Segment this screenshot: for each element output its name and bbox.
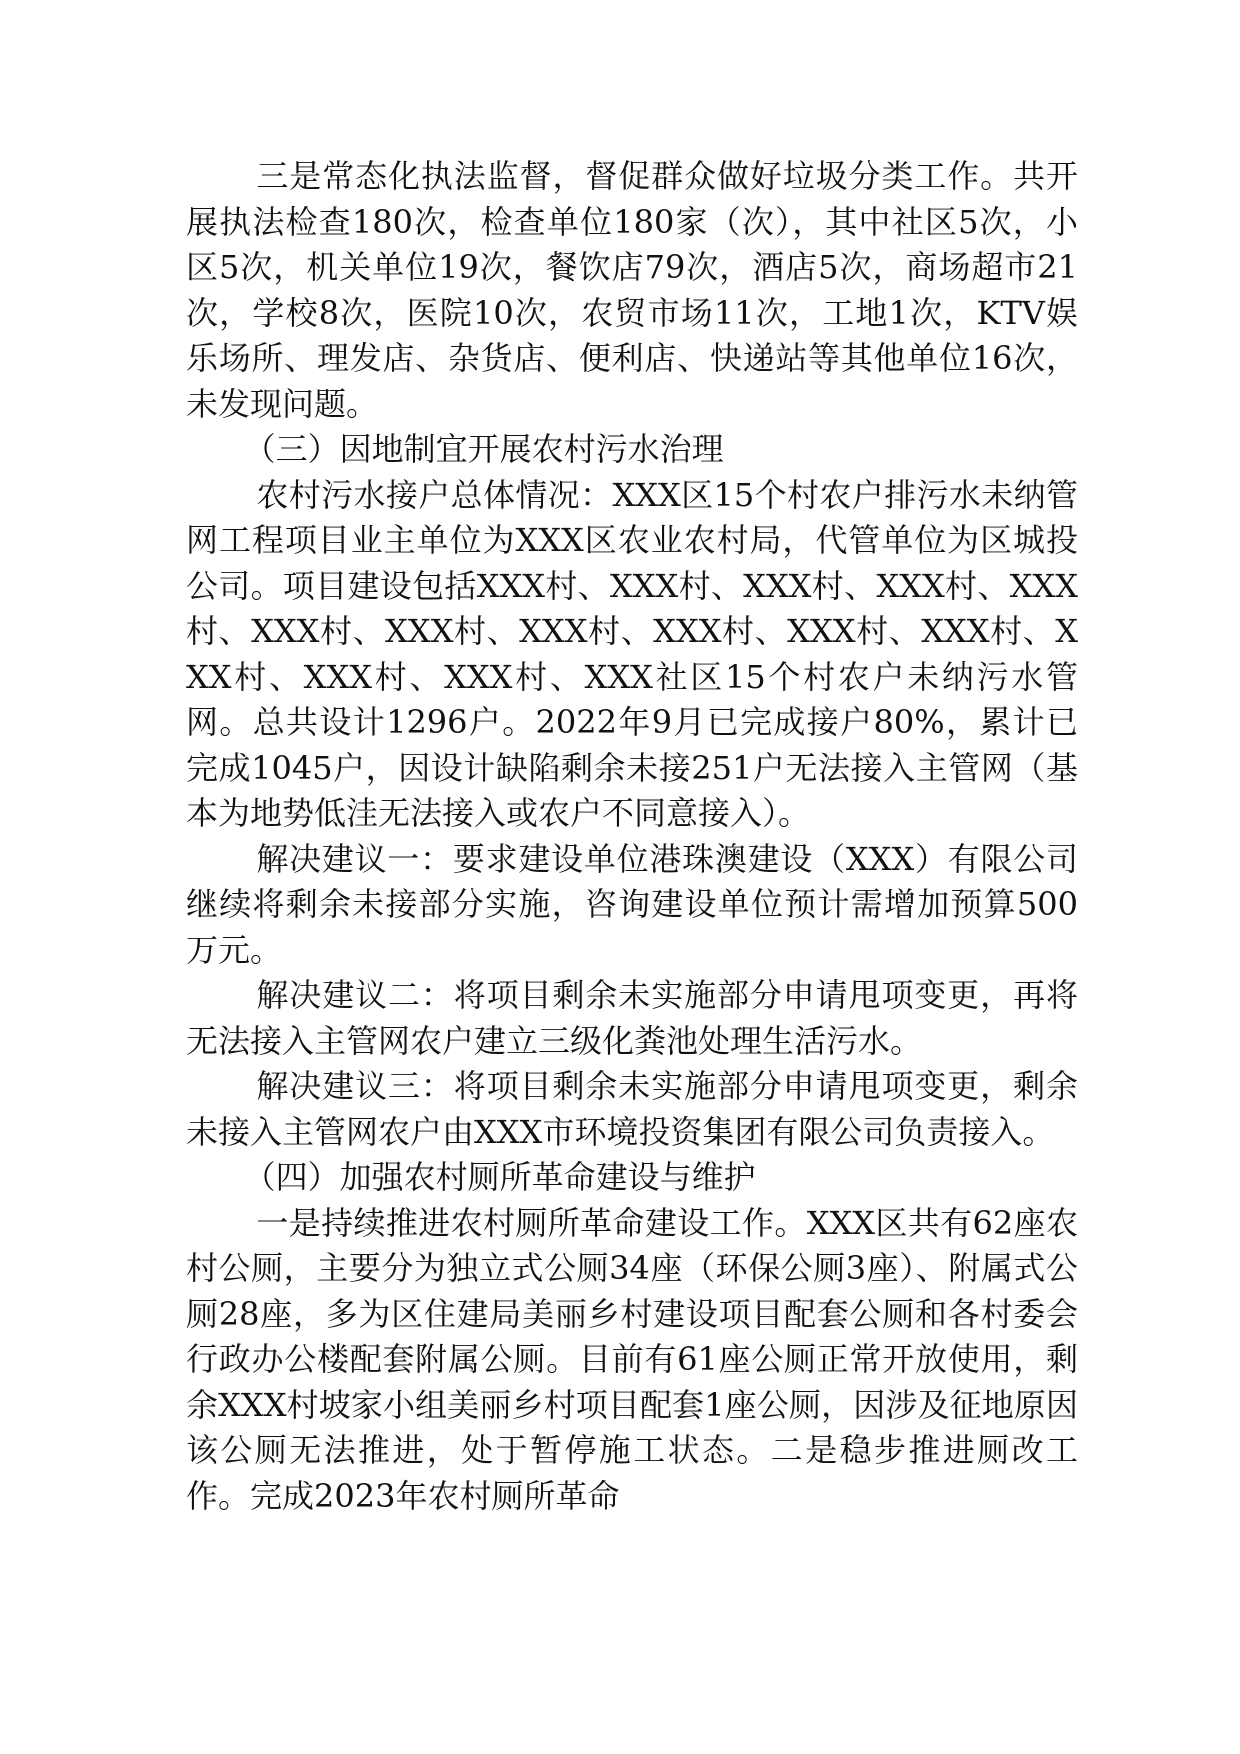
paragraph-suggestion-one: 解决建议一：要求建设单位港珠澳建设（XXX）有限公司继续将剩余未接部分实施，咨询建设单位预计需增加预算500万元。 [186, 839, 1078, 969]
section-heading-rural-sewage: （三）因地制宜开展农村污水治理 [243, 430, 724, 468]
document-body [186, 154, 1078, 1519]
paragraph-sewage-overview: 农村污水接户总体情况：XXX区15个村农户排污水未纳管网工程项目业主单位为XXX区农业农村局，代管单位为区城投公司。项目建设包括XXX村、XXX村、XXX村、XXX村、XXX村、XXX村、XXX村、XXX村、XXX村、XXX村、XXX村、XXX村、XXX村、XXX村、XXX社区15个村农户未纳污水管网。总共设计1296户。2022年9月已完成接户80%，累计已完成1045户，因设计缺陷剩余未接251户无法接入主管网（基本为地势低洼无法接入或农户不同意接入）。 [186, 475, 1078, 832]
paragraph-suggestion-two: 解决建议二：将项目剩余未实施部分申请甩项变更，再将无法接入主管网农户建立三级化粪池处理生活污水。 [186, 976, 1078, 1060]
paragraph-toilet-construction: 一是持续推进农村厕所革命建设工作。XXX区共有62座农村公厕，主要分为独立式公厕34座（环保公厕3座）、附属式公厕28座，多为区住建局美丽乡村建设项目配套公厕和各村委会行政办公楼配套附属公厕。目前有61座公厕正常开放使用，剩余XXX村坡家小组美丽乡村项目配套1座公厕，因涉及征地原因该公厕无法推进，处于暂停施工状态。二是稳步推进厕改工作。完成2023年农村厕所革命 [186, 1203, 1078, 1515]
section-heading-toilet-revolution: （四）加强农村厕所革命建设与维护 [243, 1158, 756, 1196]
paragraph-suggestion-three: 解决建议三：将项目剩余未实施部分申请甩项变更，剩余未接入主管网农户由XXX市环境投资集团有限公司负责接入。 [186, 1067, 1078, 1151]
paragraph-enforcement-supervision: 三是常态化执法监督，督促群众做好垃圾分类工作。共开展执法检查180次，检查单位180家（次），其中社区5次，小区5次，机关单位19次，餐饮店79次，酒店5次，商场超市21次，学校8次，医院10次，农贸市场11次，工地1次，KTV娱乐场所、理发店、杂货店、便利店、快递站等其他单位16次，未发现问题。 [186, 157, 1078, 423]
